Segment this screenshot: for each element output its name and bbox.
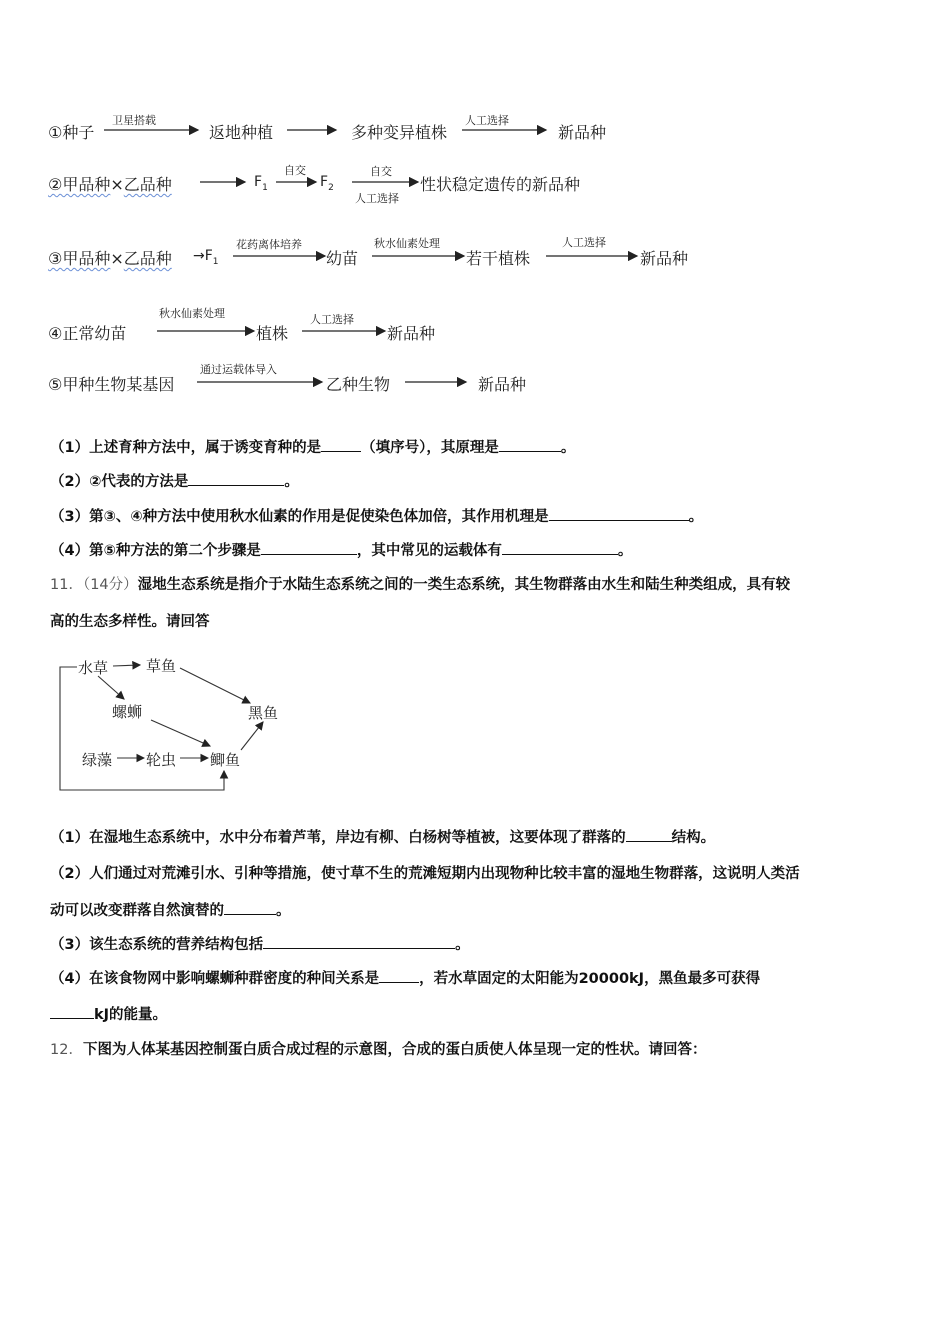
method3-parents: ③甲品种×乙品种 bbox=[48, 249, 172, 268]
answer-blank[interactable] bbox=[224, 900, 276, 915]
q11-stem-line1: 11．（14分）湿地生态系统是指介于水陆生态系统之间的一类生态系统，其生物群落由水生和陆生种类组成，具有较 bbox=[50, 577, 791, 593]
method5-vector-label: 通过运载体导入 bbox=[200, 363, 277, 376]
answer-blank[interactable] bbox=[263, 934, 455, 949]
method5-result: 新品种 bbox=[478, 375, 527, 394]
method2-f2: $F_2$ bbox=[320, 174, 334, 193]
foodweb-arrows bbox=[60, 665, 263, 790]
method3-anther-label: 花药离体培养 bbox=[236, 238, 302, 251]
answer-blank[interactable] bbox=[626, 827, 672, 842]
answer-blank[interactable] bbox=[188, 471, 284, 486]
method3-f1: $\to F_1$ bbox=[193, 248, 219, 267]
foodweb-crucian-carp: 鲫鱼 bbox=[210, 751, 241, 769]
method2-self-label: 自交 bbox=[284, 164, 306, 177]
method1-arrow-label: 卫星搭载 bbox=[112, 114, 156, 127]
q11-part1: （1）在湿地生态系统中，水中分布着芦苇，岸边有柳、白杨树等植被，这要体现了群落的 结构。 bbox=[50, 826, 715, 847]
method1-select-label: 人工选择 bbox=[465, 114, 509, 127]
answer-blank[interactable] bbox=[321, 437, 361, 452]
method3-plants: 若干植株 bbox=[466, 249, 531, 268]
q11-part4-line1: （4）在该食物网中影响螺蛳种群密度的种间关系是 ，若水草固定的太阳能为20000kJ，黑鱼最多可获得 bbox=[50, 967, 760, 988]
foodweb-waterweed: 水草 bbox=[78, 659, 109, 677]
method4-colchicine-label: 秋水仙素处理 bbox=[159, 307, 225, 320]
method1-seed: ①种子 bbox=[48, 123, 95, 142]
method1-result: 新品种 bbox=[558, 123, 607, 142]
q11-part3: （3）该生态系统的营养结构包括 。 bbox=[50, 933, 470, 954]
answer-blank[interactable] bbox=[549, 506, 689, 521]
method4-seedling: ④正常幼苗 bbox=[48, 324, 127, 343]
method1-step3: 多种变异植株 bbox=[351, 123, 448, 142]
method3-select-label: 人工选择 bbox=[562, 236, 606, 249]
method3-seedling: 幼苗 bbox=[326, 249, 359, 268]
method2-self-label-2: 自交 bbox=[370, 165, 392, 178]
q10-part2: （2）②代表的方法是 。 bbox=[50, 470, 299, 491]
foodweb-snakehead: 黑鱼 bbox=[248, 704, 279, 722]
q11-part2-line2: 动可以改变群落自然演替的 。 bbox=[50, 899, 291, 920]
method4-result: 新品种 bbox=[387, 324, 436, 343]
method5-organism: 乙种生物 bbox=[326, 375, 391, 394]
method1-step2: 返地种植 bbox=[209, 123, 274, 142]
method4-plant: 植株 bbox=[256, 324, 289, 343]
method2-result: 性状稳定遗传的新品种 bbox=[420, 175, 581, 194]
answer-blank[interactable] bbox=[499, 437, 561, 452]
q11-part4-line2: kJ的能量。 bbox=[50, 1003, 167, 1024]
method3-result: 新品种 bbox=[640, 249, 689, 268]
method3-colchicine-label: 秋水仙素处理 bbox=[374, 237, 440, 250]
method2-parents: ②甲品种×乙品种 bbox=[48, 175, 172, 194]
foodweb-green-algae: 绿藻 bbox=[82, 751, 113, 769]
q10-part4: （4）第⑤种方法的第二个步骤是 ，其中常见的运载体有 。 bbox=[50, 539, 632, 560]
method4-select-label: 人工选择 bbox=[310, 313, 354, 326]
q10-part1: （1）上述育种方法中，属于诱变育种的是 （填序号），其原理是 。 bbox=[50, 436, 575, 457]
q10-part3: （3）第③、④种方法中使用秋水仙素的作用是促使染色体加倍，其作用机理是 。 bbox=[50, 505, 703, 526]
method2-select-label: 人工选择 bbox=[355, 192, 399, 205]
method5-gene: ⑤甲种生物某基因 bbox=[48, 375, 175, 394]
foodweb-snail: 螺蛳 bbox=[112, 703, 143, 721]
answer-blank[interactable] bbox=[379, 968, 419, 983]
foodweb-grass-carp: 草鱼 bbox=[146, 657, 177, 675]
answer-blank[interactable] bbox=[50, 1004, 94, 1019]
method2-f1: $F_1$ bbox=[254, 174, 268, 193]
foodweb-rotifer: 轮虫 bbox=[146, 751, 177, 769]
q11-part2-line1: （2）人们通过对荒滩引水、引种等措施，使寸草不生的荒滩短期内出现物种比较丰富的湿地生物群落，这说明人类活 bbox=[50, 866, 800, 882]
answer-blank[interactable] bbox=[502, 540, 618, 555]
q12-stem: 12．下图为人体某基因控制蛋白质合成过程的示意图，合成的蛋白质使人体呈现一定的性状。请回答： bbox=[50, 1042, 707, 1058]
answer-blank[interactable] bbox=[261, 540, 357, 555]
q11-stem-line2: 高的生态多样性。请回答 bbox=[50, 614, 210, 630]
